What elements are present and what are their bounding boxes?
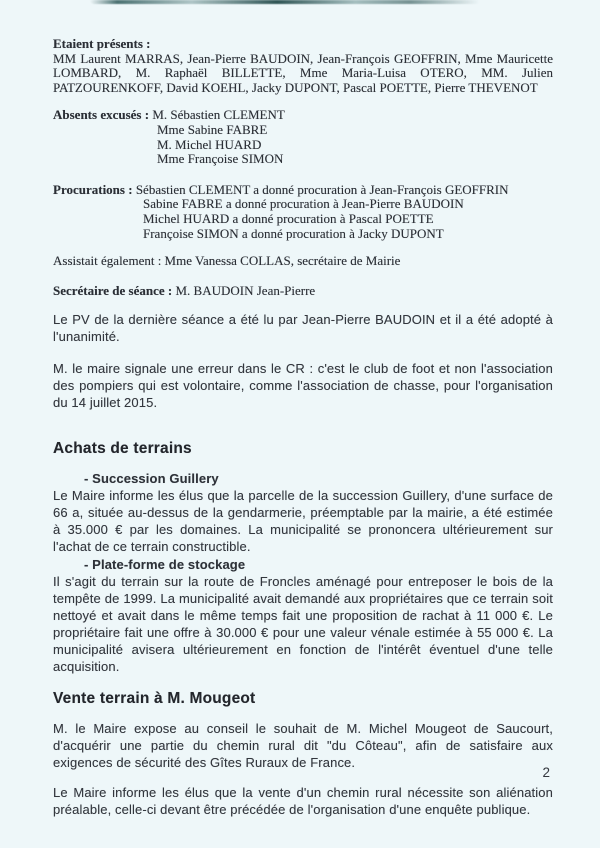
procurations-first-line	[53, 183, 553, 198]
subsection-title-plate-forme-de-stockage: - Plate-forme de stockage	[84, 557, 246, 573]
vente-paragraph: M. le Maire expose au conseil le souhait de M. Michel Mougeot de Saucourt, d'acquérir une partie du chemin rural dit "du Côteau", afin de satisfaire aux exigences de sécurité des Gîtes Ruraux de France.	[53, 721, 553, 771]
vente-paragraph: Le Maire informe les élus que la vente d'un chemin rural nécessite son aliénation préalable, celle-ci devant être précédée de l'organisation d'une enquête publique.	[53, 785, 553, 818]
procuration-item: Françoise SIMON a donné procuration à Jacky DUPONT	[143, 225, 444, 241]
absent-item: Mme Sabine FABRE	[157, 121, 268, 137]
section-title-vente-terrain-mougeot: Vente terrain à M. Mougeot	[53, 690, 256, 708]
absents-block	[53, 108, 553, 166]
procuration-item: Sabine FABRE a donné procuration à Jean-Pierre BAUDOIN	[143, 196, 464, 212]
absent-item: Mme Françoise SIMON	[157, 151, 284, 167]
secretary-label: Secrétaire de séance :	[53, 282, 173, 298]
secretary-line	[53, 284, 553, 299]
section-title-achats-de-terrains: Achats de terrains	[53, 440, 192, 458]
absent-item: M. Sébastien CLEMENT	[152, 107, 285, 123]
cr-correction-paragraph: M. le maire signale une erreur dans le CR : c'est le club de foot et non l'association des pompiers qui est volontaire, comme l'association de chasse, pour l'organisation du 14 juillet 2015.	[53, 361, 553, 411]
scanner-edge-artifact	[90, 0, 480, 4]
procuration-item: Sébastien CLEMENT a donné procuration à Jean-François GEOFFRIN	[135, 181, 509, 197]
procurations-label: Procurations :	[53, 181, 133, 197]
secretary-value: M. BAUDOIN Jean-Pierre	[175, 282, 316, 298]
present-heading: Etaient présents :	[53, 36, 151, 51]
absents-label: Absents excusés :	[53, 107, 150, 123]
pv-adoption-paragraph: Le PV de la dernière séance a été lu par Jean-Pierre BAUDOIN et il a été adopté à l'unanimité.	[53, 312, 553, 345]
also-attending-line: Assistait également : Mme Vanessa COLLAS, secrétaire de Mairie	[53, 253, 401, 269]
page-number: 2	[542, 765, 550, 780]
present-list: MM Laurent MARRAS, Jean-Pierre BAUDOIN, Jean-François GEOFFRIN, Mme Mauricette LOMBARD, M. Raphaël BILLETTE, Mme Maria-Luisa OTERO, MM. Julien PATZOURENKOFF, David KOEHL, Jacky DUPONT, Pascal POETTE, Pierre THEVENOT	[53, 50, 553, 95]
procuration-item: Michel HUARD a donné procuration à Pascal POETTE	[143, 210, 434, 226]
subsection-title-succession-guillery: - Succession Guillery	[84, 471, 219, 487]
subsection-text-succession-guillery: Le Maire informe les élus que la parcelle de la succession Guillery, d'une surface de 66 a, située au-dessus de la gendarmerie, préemptable par la mairie, a été estimée à 35.000 € par les domaines. La municipalité se prononcera ultérieurement sur l'achat de ce terrain constructible.	[53, 488, 553, 555]
absent-item: M. Michel HUARD	[157, 136, 262, 152]
absents-first-line	[53, 108, 553, 123]
procurations-block	[53, 183, 553, 241]
subsection-text-plate-forme-de-stockage: Il s'agit du terrain sur la route de Froncles aménagé pour entreposer le bois de la tempête de 1999. La municipalité avait demandé aux propriétaires que ce terrain soit nettoyé et avait dans le même temps fait une proposition de rachat à 11 000 €. Le propriétaire fait une offre à 30.000 € pour une valeur vénale estimée à 55 000 €. La municipalité avisera ultérieurement en fonction de l'intérêt éventuel d'une telle acquisition.	[53, 574, 553, 675]
